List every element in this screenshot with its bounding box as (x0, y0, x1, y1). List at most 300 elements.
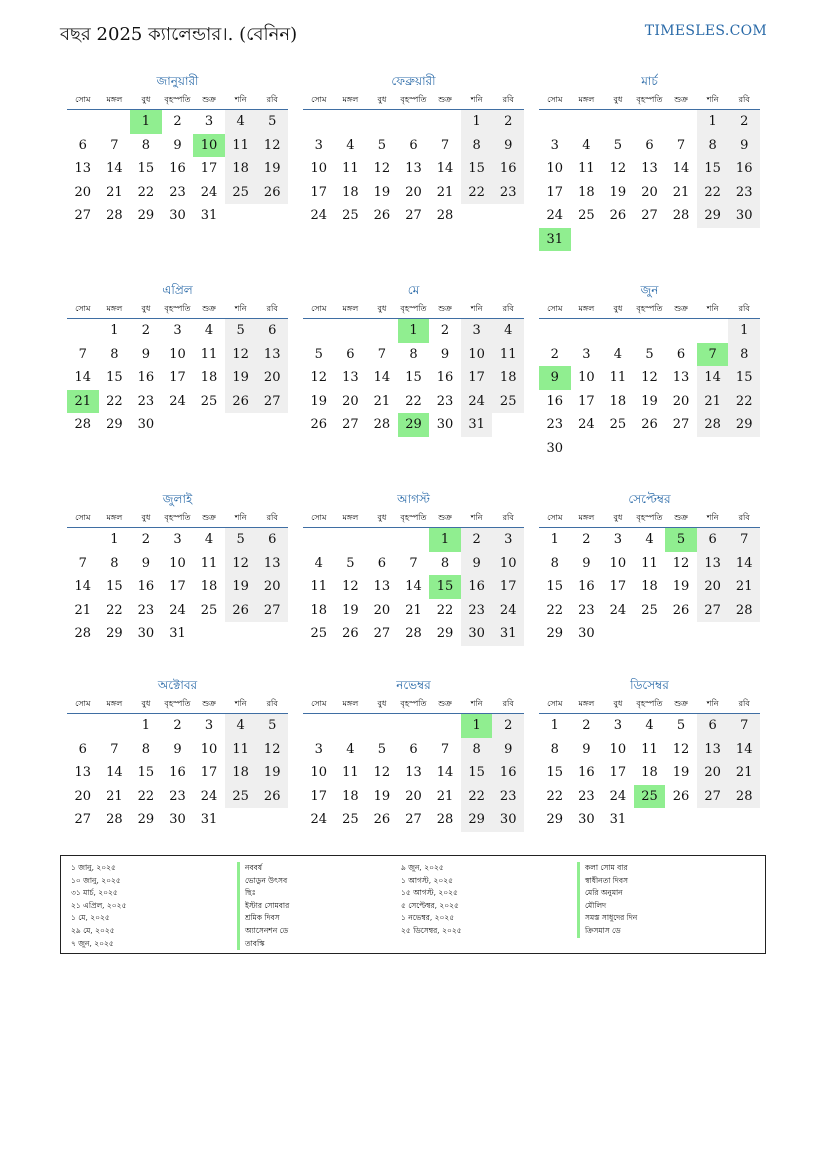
weekday-label: বুধ (141, 95, 151, 104)
day-cell: 17 (609, 765, 627, 781)
weekday-label: রবি (738, 699, 750, 708)
day-cell: 19 (609, 184, 627, 200)
month-calendar (539, 72, 760, 251)
empty-cell (366, 110, 398, 134)
day-cell: 3 (613, 718, 623, 734)
day-cell: 5 (225, 319, 257, 343)
legend-holiday-name: অ্যাসেনশন ডে (237, 925, 289, 938)
day-cell: 22 (697, 181, 729, 205)
day-cell: 28 (728, 599, 760, 623)
weekday-label: শুক্র (202, 699, 216, 708)
day-cell: 4 (582, 137, 591, 153)
day-cell: 5 (346, 555, 355, 571)
day-cell: 28 (405, 626, 422, 642)
month-name: মে (407, 283, 420, 297)
empty-cell (303, 528, 335, 552)
day-cell: 23 (492, 785, 524, 809)
weekday-header (303, 694, 524, 714)
day-cell: 21 (67, 390, 99, 414)
month-calendar (67, 281, 288, 437)
day-cell: 8 (550, 741, 559, 757)
day-cell: 14 (405, 579, 422, 595)
day-cell: 5 (377, 741, 387, 757)
day-cell: 11 (310, 579, 328, 595)
day-cell: 1 (728, 319, 760, 343)
day-cell: 12 (256, 134, 288, 158)
day-cell: 9 (141, 555, 151, 571)
day-cell: 10 (609, 741, 627, 757)
day-cell: 6 (78, 741, 87, 757)
day-cell: 9 (173, 137, 182, 153)
weekday-label: শনি (706, 304, 719, 313)
day-cell: 12 (225, 552, 257, 576)
weekday-label: রবি (738, 95, 750, 104)
day-cell: 6 (78, 137, 87, 153)
empty-cell (539, 319, 571, 343)
day-cell: 22 (137, 184, 155, 200)
day-cell: 13 (641, 161, 658, 177)
empty-cell (303, 714, 335, 738)
day-cell: 18 (609, 393, 627, 409)
day-cell: 12 (342, 579, 359, 595)
month-name: মার্চ (641, 74, 658, 88)
day-cell: 8 (440, 555, 450, 571)
day-cell: 12 (373, 765, 391, 781)
day-cell: 12 (672, 555, 690, 571)
day-cell: 14 (728, 552, 760, 576)
weekday-label: বৃহস্পতি (636, 513, 663, 522)
day-cell: 17 (461, 366, 493, 390)
day-cell: 18 (641, 765, 658, 781)
weekday-label: শুক্র (674, 513, 688, 522)
empty-cell (67, 110, 99, 134)
weekday-label: সোম (311, 304, 327, 313)
day-cell: 23 (461, 599, 493, 623)
day-cell: 7 (377, 346, 387, 362)
month-calendar (67, 490, 288, 646)
day-cell: 9 (582, 555, 591, 571)
weekday-label: মঙ্গল (578, 95, 595, 104)
weekday-label: মঙ্গল (106, 513, 123, 522)
day-cell: 24 (546, 208, 564, 224)
day-cell: 11 (641, 555, 658, 571)
day-cell: 12 (310, 370, 328, 386)
day-cell: 30 (169, 208, 186, 224)
day-cell: 14 (74, 579, 92, 595)
day-cell: 27 (405, 812, 422, 828)
day-cell: 6 (346, 346, 355, 362)
day-cell: 8 (141, 741, 151, 757)
month-calendar (303, 72, 524, 228)
day-cell: 6 (697, 528, 729, 552)
day-cell: 17 (169, 579, 186, 595)
day-cell: 28 (436, 208, 454, 224)
day-cell: 15 (697, 157, 729, 181)
day-cell: 15 (429, 575, 461, 599)
day-cell: 5 (645, 346, 654, 362)
day-cell: 27 (256, 599, 288, 623)
day-cell: 23 (169, 184, 186, 200)
legend-date: ১ আগস্ট, ২০২৫ (401, 875, 453, 885)
weekday-label: মঙ্গল (578, 513, 595, 522)
day-cell: 8 (550, 555, 559, 571)
day-cell: 17 (546, 184, 564, 200)
day-cell: 19 (225, 575, 257, 599)
day-cell: 10 (193, 134, 225, 158)
weekday-label: শুক্র (674, 304, 688, 313)
day-cell: 9 (173, 741, 182, 757)
day-cell: 1 (110, 323, 119, 339)
day-cell: 15 (461, 761, 493, 785)
month-name: আগস্ট (397, 492, 430, 506)
day-cell: 27 (256, 390, 288, 414)
day-cell: 26 (256, 785, 288, 809)
weekday-label: বুধ (377, 513, 387, 522)
empty-cell (571, 110, 603, 134)
day-cell: 25 (225, 785, 257, 809)
day-cell: 25 (578, 208, 595, 224)
day-cell: 26 (256, 181, 288, 205)
day-cell: 1 (429, 528, 461, 552)
day-cell: 25 (641, 602, 658, 618)
day-cell: 14 (436, 161, 454, 177)
day-cell: 21 (74, 602, 92, 618)
empty-cell (429, 714, 461, 738)
day-cell: 27 (641, 208, 658, 224)
legend-holiday-name: স্বাধীনতা দিবস (577, 875, 637, 888)
empty-cell (366, 528, 398, 552)
weekday-label: শনি (234, 513, 247, 522)
day-cell: 10 (169, 555, 186, 571)
legend-date: ১৫ আগস্ট, ২০২৫ (401, 888, 458, 898)
weekday-label: রবি (738, 513, 750, 522)
day-cell: 1 (130, 110, 162, 134)
day-cell: 30 (546, 440, 564, 456)
day-cell: 24 (609, 602, 627, 618)
weekday-label: রবি (266, 513, 278, 522)
empty-cell (335, 714, 367, 738)
weekday-label: মঙ্গল (106, 95, 123, 104)
day-cell: 20 (74, 788, 92, 804)
day-cell: 20 (342, 393, 359, 409)
legend-holiday-name: সমস্ত সাধুদের দিন (577, 912, 637, 925)
day-cell: 24 (169, 393, 186, 409)
empty-cell (67, 319, 99, 343)
day-cell: 29 (697, 204, 729, 228)
weekday-label: শুক্র (438, 513, 452, 522)
day-cell: 6 (676, 346, 686, 362)
empty-cell (634, 319, 666, 343)
weekday-label: রবি (266, 95, 278, 104)
weekday-header (67, 90, 288, 110)
day-cell: 31 (169, 626, 186, 642)
empty-cell (539, 110, 571, 134)
day-cell: 18 (200, 370, 218, 386)
day-cell: 4 (204, 323, 214, 339)
weekday-label: শুক্র (438, 95, 452, 104)
month-name: জুন (640, 283, 659, 297)
legend-date: ২১ এপ্রিল, ২০২৫ (71, 900, 127, 910)
brand-link[interactable]: TIMESLES.COM (644, 23, 767, 39)
day-cell: 21 (436, 184, 454, 200)
day-cell: 16 (436, 370, 454, 386)
empty-cell (67, 528, 99, 552)
legend-col2-dates (401, 862, 462, 938)
day-cell: 14 (373, 370, 391, 386)
day-cell: 14 (672, 161, 690, 177)
day-cell: 8 (461, 134, 493, 158)
day-cell: 19 (672, 579, 690, 595)
day-cell: 11 (200, 555, 218, 571)
weekday-label: বুধ (613, 513, 623, 522)
day-cell: 16 (169, 161, 186, 177)
weekday-label: শুক্র (202, 95, 216, 104)
empty-cell (335, 110, 367, 134)
day-cell: 16 (728, 157, 760, 181)
day-cell: 11 (342, 161, 359, 177)
weekday-label: বৃহস্পতি (164, 699, 191, 708)
day-cell: 26 (225, 390, 257, 414)
empty-cell (571, 319, 603, 343)
day-cell: 2 (141, 323, 151, 339)
day-cell: 11 (578, 161, 595, 177)
day-cell: 15 (405, 370, 422, 386)
month-calendar (539, 676, 760, 832)
day-cell: 24 (578, 417, 595, 433)
day-cell: 7 (409, 555, 418, 571)
weekday-label: বৃহস্পতি (400, 95, 427, 104)
weekday-label: বুধ (141, 513, 151, 522)
day-cell: 11 (342, 765, 359, 781)
weekday-label: রবি (502, 304, 514, 313)
day-cell: 19 (256, 157, 288, 181)
day-cell: 22 (461, 785, 493, 809)
day-cell: 12 (672, 741, 690, 757)
day-cell: 19 (225, 366, 257, 390)
empty-cell (398, 528, 430, 552)
day-cell: 19 (310, 393, 328, 409)
day-cell: 10 (200, 741, 218, 757)
day-cell: 22 (405, 393, 422, 409)
day-cell: 18 (342, 184, 359, 200)
day-cell: 31 (492, 622, 524, 646)
day-cell: 20 (256, 366, 288, 390)
legend-col2-names (577, 862, 637, 938)
weekday-label: শুক্র (202, 304, 216, 313)
day-cell: 23 (137, 393, 155, 409)
weekday-label: বৃহস্পতি (636, 699, 663, 708)
empty-cell (67, 714, 99, 738)
day-cell: 11 (225, 134, 257, 158)
holiday-legend (60, 855, 766, 954)
day-cell: 16 (492, 761, 524, 785)
day-cell: 13 (373, 579, 391, 595)
day-cell: 27 (405, 208, 422, 224)
day-cell: 4 (346, 741, 355, 757)
day-cell: 22 (546, 602, 564, 618)
weekday-header (67, 508, 288, 528)
weekday-label: বৃহস্পতি (636, 95, 663, 104)
day-cell: 20 (373, 602, 391, 618)
day-cell: 23 (169, 788, 186, 804)
weekday-label: সোম (311, 95, 327, 104)
day-cell: 28 (74, 417, 92, 433)
day-cell: 15 (728, 366, 760, 390)
day-cell: 1 (398, 319, 430, 343)
day-cell: 1 (461, 714, 493, 738)
page-title: বছর 2025 ক্যালেন্ডার।. (বেনিন) (60, 24, 298, 45)
weekday-label: শনি (234, 699, 247, 708)
day-cell: 1 (461, 110, 493, 134)
day-cell: 18 (641, 579, 658, 595)
month-name: নভেম্বর (396, 678, 431, 692)
day-cell: 30 (137, 626, 155, 642)
day-cell: 7 (440, 741, 450, 757)
day-cell: 28 (373, 417, 391, 433)
day-cell: 9 (582, 741, 591, 757)
day-cell: 27 (672, 417, 690, 433)
day-cell: 29 (398, 413, 430, 437)
day-cell: 26 (373, 812, 391, 828)
day-cell: 24 (609, 788, 627, 804)
legend-holiday-name: কলা সোম বার (577, 862, 637, 875)
day-cell: 1 (550, 532, 559, 548)
day-cell: 2 (582, 532, 591, 548)
weekday-label: সোম (547, 513, 563, 522)
month-calendar (539, 490, 760, 646)
day-cell: 3 (582, 346, 591, 362)
day-cell: 14 (106, 765, 123, 781)
day-cell: 13 (74, 161, 92, 177)
day-cell: 31 (539, 228, 571, 252)
day-cell: 19 (373, 184, 391, 200)
day-cell: 8 (110, 555, 119, 571)
day-cell: 15 (546, 765, 564, 781)
weekday-label: সোম (75, 699, 91, 708)
day-cell: 9 (492, 134, 524, 158)
day-cell: 4 (204, 532, 214, 548)
empty-cell (602, 319, 634, 343)
day-cell: 25 (310, 626, 328, 642)
weekday-label: বৃহস্পতি (400, 699, 427, 708)
empty-cell (303, 319, 335, 343)
day-cell: 3 (461, 319, 493, 343)
day-cell: 21 (106, 788, 123, 804)
weekday-label: মঙ্গল (342, 513, 359, 522)
weekday-label: রবি (502, 699, 514, 708)
day-cell: 4 (613, 346, 623, 362)
legend-date: ১ জানু, ২০২৫ (71, 863, 116, 872)
day-cell: 10 (461, 343, 493, 367)
empty-cell (366, 319, 398, 343)
day-cell: 15 (137, 765, 155, 781)
month-calendar (67, 72, 288, 228)
day-cell: 26 (310, 417, 328, 433)
day-cell: 7 (676, 137, 686, 153)
weekday-label: বুধ (377, 304, 387, 313)
day-cell: 11 (609, 370, 627, 386)
day-cell: 2 (141, 532, 151, 548)
empty-cell (335, 319, 367, 343)
day-cell: 5 (377, 137, 387, 153)
day-cell: 12 (641, 370, 658, 386)
day-cell: 4 (314, 555, 323, 571)
day-cell: 12 (225, 343, 257, 367)
legend-date: ৭ জুন, ২০২৫ (71, 938, 114, 948)
legend-holiday-name: ছিঃ (237, 887, 289, 900)
day-cell: 8 (697, 134, 729, 158)
weekday-label: শনি (706, 95, 719, 104)
day-cell: 7 (728, 528, 760, 552)
day-cell: 20 (672, 393, 690, 409)
day-cell: 27 (74, 208, 92, 224)
weekday-label: শুক্র (674, 699, 688, 708)
weekday-header (539, 299, 760, 319)
legend-holiday-name: ক্রিসমাস ডে (577, 925, 637, 938)
day-cell: 2 (582, 718, 591, 734)
day-cell: 3 (204, 718, 214, 734)
month-name: ফেব্রুয়ারী (391, 74, 436, 88)
day-cell: 10 (310, 765, 328, 781)
day-cell: 13 (256, 343, 288, 367)
day-cell: 19 (342, 602, 359, 618)
day-cell: 21 (373, 393, 391, 409)
day-cell: 23 (436, 393, 454, 409)
day-cell: 29 (461, 808, 493, 832)
day-cell: 5 (256, 110, 288, 134)
weekday-header (303, 508, 524, 528)
month-calendar (303, 490, 524, 646)
day-cell: 29 (728, 413, 760, 437)
legend-holiday-name: মৌলিদ (577, 900, 637, 913)
day-cell: 8 (141, 137, 151, 153)
day-cell: 2 (728, 110, 760, 134)
empty-cell (429, 110, 461, 134)
legend-date: ২৫ ডিসেম্বর, ২০২৫ (401, 925, 462, 935)
day-cell: 9 (492, 738, 524, 762)
day-cell: 23 (728, 181, 760, 205)
day-cell: 13 (405, 765, 422, 781)
legend-date: ১ নভেম্বর, ২০২৫ (401, 913, 455, 923)
day-cell: 5 (256, 714, 288, 738)
day-cell: 9 (461, 552, 493, 576)
day-cell: 7 (110, 741, 119, 757)
day-cell: 12 (373, 161, 391, 177)
day-cell: 10 (169, 346, 186, 362)
weekday-label: বৃহস্পতি (400, 513, 427, 522)
day-cell: 25 (609, 417, 627, 433)
day-cell: 3 (173, 323, 182, 339)
day-cell: 16 (137, 579, 155, 595)
day-cell: 6 (256, 528, 288, 552)
day-cell: 10 (609, 555, 627, 571)
day-cell: 23 (578, 788, 595, 804)
day-cell: 26 (225, 599, 257, 623)
legend-col1-dates (71, 862, 126, 950)
empty-cell (303, 110, 335, 134)
day-cell: 18 (492, 366, 524, 390)
day-cell: 30 (436, 417, 454, 433)
day-cell: 1 (110, 532, 119, 548)
day-cell: 30 (728, 204, 760, 228)
day-cell: 14 (728, 738, 760, 762)
legend-holiday-name: শ্রমিক দিবস (237, 912, 289, 925)
weekday-label: বুধ (613, 304, 623, 313)
day-cell: 14 (106, 161, 123, 177)
day-cell: 29 (546, 812, 564, 828)
weekday-label: বৃহস্পতি (636, 304, 663, 313)
weekday-label: শনি (470, 699, 483, 708)
